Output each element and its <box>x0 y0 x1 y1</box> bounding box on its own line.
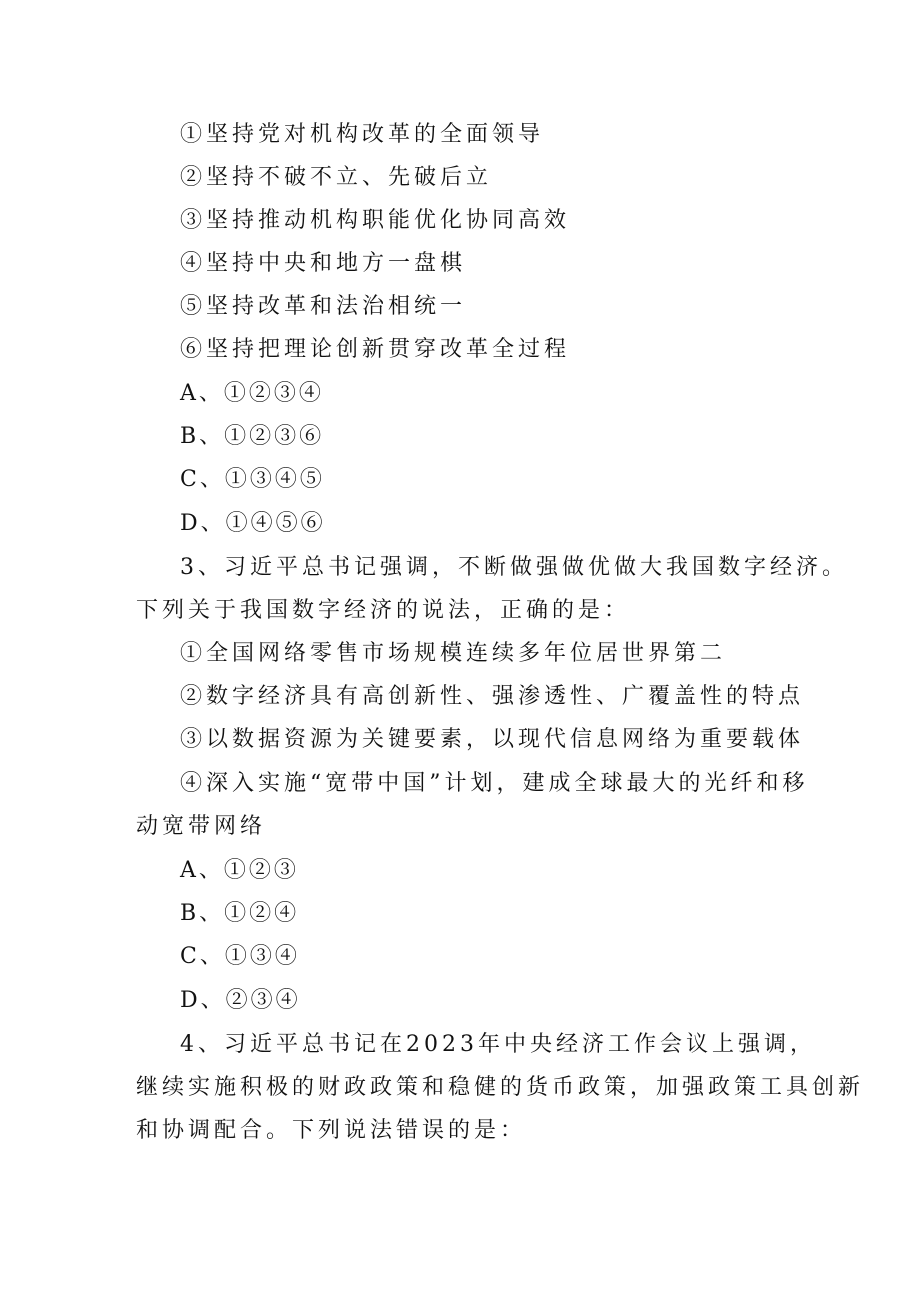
q3-stem-line-2: 下列关于我国数字经济的说法，正确的是： <box>136 598 631 623</box>
q4-stem-line-3: 和协调配合。下列说法错误的是： <box>136 1118 527 1143</box>
q2-item-5: ⑤坚持改革和法治相统一 <box>180 294 467 319</box>
q2-item-4: ④坚持中央和地方一盘棋 <box>180 251 467 276</box>
q2-option-a: A、①②③④ <box>180 381 324 406</box>
q3-item-4-continued: 动宽带网络 <box>136 814 267 839</box>
q2-item-2: ②坚持不破不立、先破后立 <box>180 165 493 190</box>
q3-option-c: C、①③④ <box>180 944 300 969</box>
q3-stem-line-1: 3、习近平总书记强调，不断做强做优做大我国数字经济。 <box>180 555 848 580</box>
q3-option-b: B、①②④ <box>180 901 300 926</box>
q2-item-1: ①坚持党对机构改革的全面领导 <box>180 122 545 147</box>
q2-item-3: ③坚持推动机构职能优化协同高效 <box>180 208 571 233</box>
q2-option-c: C、①③④⑤ <box>180 467 325 492</box>
q3-item-1: ①全国网络零售市场规模连续多年位居世界第二 <box>180 641 727 666</box>
q3-item-2: ②数字经济具有高创新性、强渗透性、广覆盖性的特点 <box>180 684 805 709</box>
q3-item-4: ④深入实施“宽带中国”计划，建成全球最大的光纤和移 <box>180 771 809 796</box>
q2-option-d: D、①④⑤⑥ <box>180 511 326 536</box>
q3-item-3: ③以数据资源为关键要素，以现代信息网络为重要载体 <box>180 727 805 752</box>
q2-item-6: ⑥坚持把理论创新贯穿改革全过程 <box>180 337 571 362</box>
q3-option-a: A、①②③ <box>180 858 299 883</box>
q2-option-b: B、①②③⑥ <box>180 424 325 449</box>
q4-stem-line-1: 4、习近平总书记在2023年中央经济工作会议上强调， <box>180 1032 816 1057</box>
q3-option-d: D、②③④ <box>180 988 301 1013</box>
q4-stem-line-2: 继续实施积极的财政政策和稳健的货币政策，加强政策工具创新 <box>136 1075 865 1100</box>
